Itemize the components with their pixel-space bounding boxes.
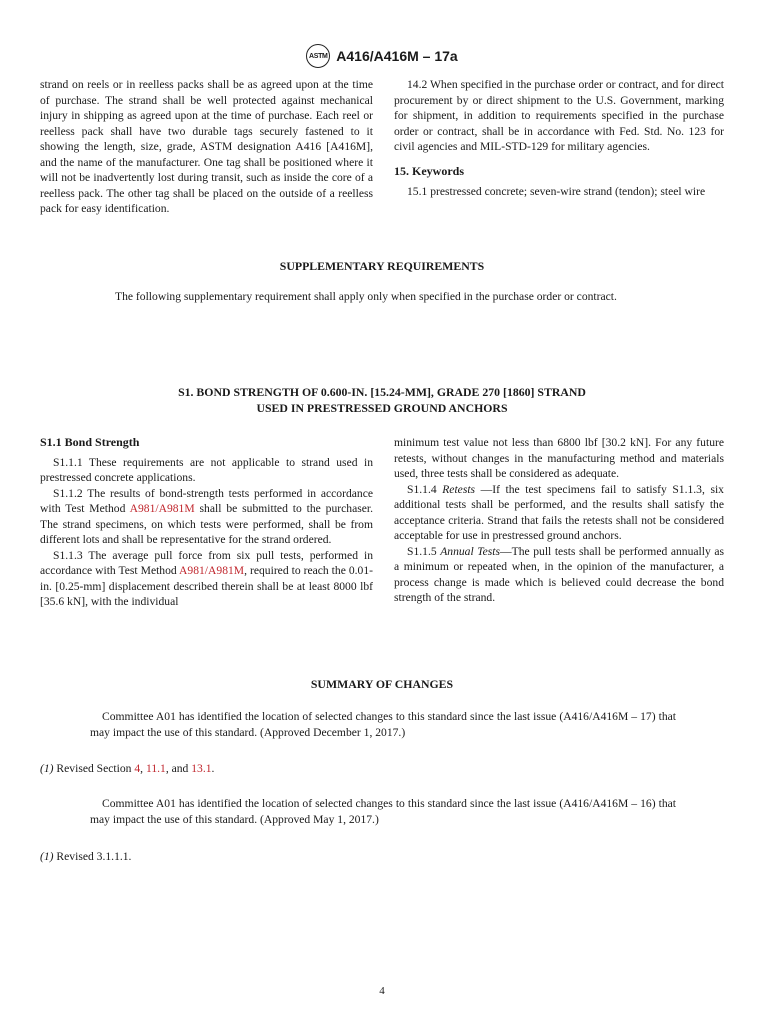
s1-1-heading: S1.1 Bond Strength xyxy=(40,435,140,449)
item-2-text: Revised 3.1.1.1. xyxy=(53,850,132,863)
standard-designation: A416/A416M – 17a xyxy=(336,48,458,64)
link-a981-2[interactable]: A981/A981M xyxy=(179,564,245,577)
s1-1-4-title: Retests xyxy=(442,482,476,496)
s1-1-5-number: S1.1.5 xyxy=(407,544,441,558)
s1-1-2 xyxy=(40,486,373,548)
s1-1-2-text-a: S1.1.2 The results of bond-strength tests performed in accordance with Test Method xyxy=(40,486,373,515)
summary-heading: SUMMARY OF CHANGES xyxy=(310,677,454,691)
item-1-sep-2: , and xyxy=(165,762,192,775)
summary-para-2: Committee A01 has identified the location of selected changes to this standard since the last issue (A416/A416M – 16) that may impact the use of this standard. (Approved May 1, 2017.) xyxy=(90,797,676,826)
s1-heading-line1: S1. BOND STRENGTH OF 0.600-IN. [15.24-MM], GRADE 270 [1860] STRAND xyxy=(178,385,586,399)
s1-left-column xyxy=(40,435,373,610)
s1-heading xyxy=(40,384,724,416)
summary-item-2 xyxy=(40,849,640,865)
supplementary-intro: The following supplementary requirement shall apply only when specified in the purchase order or contract. xyxy=(115,290,617,303)
item-1-text: Revised Section xyxy=(53,762,135,775)
link-section-11-1[interactable]: 11.1 xyxy=(145,762,166,775)
s1-heading-line2: USED IN PRESTRESSED GROUND ANCHORS xyxy=(256,401,508,415)
summary-para-1: Committee A01 has identified the location of selected changes to this standard since the last issue (A416/A416M – 17) that may impact the use of this standard. (Approved December 1, 2017.) xyxy=(90,710,676,739)
item-1-number: (1) xyxy=(40,762,54,775)
s1-1-3-continued: minimum test value not less than 6800 lbf [30.2 kN]. For any future retests, without changes in the manufacturing method and materials used, three tests shall be considered as adequate. xyxy=(394,436,724,480)
link-section-4[interactable]: 4 xyxy=(134,762,141,775)
astm-logo xyxy=(306,44,330,68)
section-14-2: 14.2 When specified in the purchase order or contract, and for direct procurement by or direct shipment to the U.S. Government, marking for shipment, in addition to requirements specified in the purchase order or contract, shall be in accordance with Fed. Std. No. 123 for civil agencies and MIL-STD-129 for military agencies. xyxy=(394,78,724,153)
right-top-column xyxy=(394,77,724,200)
page-header xyxy=(0,44,764,68)
s1-1-3-text-b: , required to reach the 0.01-in. [0.25-mm] displacement described therein shall be at least 8000 lbf [35.6 kN], with the individual xyxy=(40,564,373,608)
s1-1-4-number: S1.1.4 xyxy=(407,482,443,496)
page-number: 4 xyxy=(379,985,385,997)
keywords-heading: 15. Keywords xyxy=(394,163,464,178)
s1-1-5 xyxy=(394,544,724,606)
section-15-1: 15.1 prestressed concrete; seven-wire strand (tendon); steel wire xyxy=(407,185,706,198)
s1-1-2-text-b: shall be submitted to the purchaser. The strand specimens, on which tests were performed, shall be from different lots and shall be representative for the strand ordered. xyxy=(40,502,373,546)
s1-right-column xyxy=(394,435,724,606)
s1-1-5-text: —The pull tests shall be performed annually as a minimum or repeated when, in the opinion of the manufacturer, a process change is made which is believed could decrease the bond strength of the strand. xyxy=(394,544,724,604)
s1-1-5-title: Annual Tests xyxy=(440,544,501,558)
item-1-end: . xyxy=(211,762,215,775)
s1-1-3 xyxy=(40,548,373,610)
left-top-column xyxy=(40,77,373,217)
logo-text: ASTM xyxy=(308,52,328,60)
s1-1-3-text-a: S1.1.3 The average pull force from six pull tests, performed in accordance with Test Method xyxy=(40,548,373,577)
link-section-13-1[interactable]: 13.1 xyxy=(191,762,212,775)
s1-1-4 xyxy=(394,482,724,544)
item-1-sep-1: , xyxy=(140,762,146,775)
s1-1-4-text: —If the test specimens fail to satisfy S1.1.3, six additional tests shall be performed, and the results shall satisfy the acceptance criteria. Strand that fails the retests shall not be considered acceptable for use in prestressed ground anchors. xyxy=(394,482,724,542)
link-a981[interactable]: A981/A981M xyxy=(129,502,195,515)
supplementary-heading: SUPPLEMENTARY REQUIREMENTS xyxy=(279,259,485,273)
summary-item-1 xyxy=(40,761,640,777)
marking-paragraph: strand on reels or in reelless packs shall be as agreed upon at the time of purchase. The strand shall be well protected against mechanical injury in shipping as agreed upon at the time of purchase. Each reel or reelless pack shall have two durable tags securely fastened to it showing the length, size, grade, ASTM designation A416 [A416M], and the name of the manufacturer. One tag shall be positioned where it will not be inadvertently lost during transit, such as inside the core of a reelless pack. The other tag shall be placed on the outside of a reelless pack for easy identification. xyxy=(40,78,373,215)
item-2-number: (1) xyxy=(40,850,54,863)
s1-1-1: S1.1.1 These requirements are not applicable to strand used in prestressed concrete applications. xyxy=(40,455,373,484)
